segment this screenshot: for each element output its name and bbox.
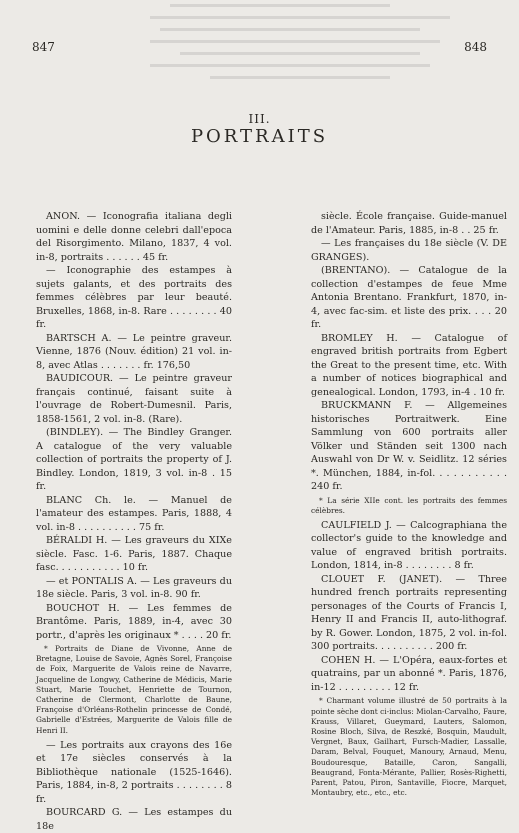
bibliography-entry: — et PONTALIS A. — Les graveurs du 18e siècle. Paris, 3 vol. in-8. 90 fr. xyxy=(36,575,232,600)
bibliography-entry: CAULFIELD J. — Calcographiana the collector's guide to the knowledge and value of engraved british portraits. London, 1814, in-8 . . . . . . . . 8 fr. xyxy=(311,519,507,572)
bibliography-entry: — Les portraits aux crayons des 16e et 17e siècles conservés à la Bibliothèque nationale (1525-1646). Paris, 1884, in-8, 2 portraits . . . . . . . . 8 fr. xyxy=(36,739,232,805)
bibliography-entry: COHEN H. — L'Opéra, eaux-fortes et quatrains, par un abonné *. Paris, 1876, in-12 . . . . . . . . . 12 fr. xyxy=(311,654,507,693)
footnote: * Charmant volume illustré de 50 portraits à la pointe sèche dont ci-inclus: Miolan-Carvalho, Faure, Krauss, Villaret, Gueymard, Lauters, Salomon, Rosine Bloch, Silva, de Reszké, Bosquin, Maudult, Vergnet, Baux, Gailhart, Fursch-Madier, Lassalle, Daram, Belval, Fouquet, Manoury, Arnaud, Menu, Boudouresque, Bataille, Caron, Sangalli, Beaugrand, Fonta-Mérante, Pallier, Rosès-Righetti, Parent, Patou, Piron, Santaville, Fiocre, Marquet, Montaubry, etc., etc., etc. xyxy=(311,696,507,798)
bibliography-entry: — Les françaises du 18e siècle (V. DE GRANGES). xyxy=(311,238,507,263)
section-number: III. xyxy=(248,112,271,126)
right-column xyxy=(311,210,507,801)
bibliography-entry: CLOUET F. (JANET). — Three hundred french portraits representing personages of the Courts of Francis I, Henry II and Francis II, auto-lithograf. by R. Gower. London, 1875, 2 vol. in-fol. 300 portraits. . . . . . . . . . 200 fr. xyxy=(311,573,507,653)
bibliography-entry: ANON. — Iconografia italiana degli uomini e delle donne celebri dall'epoca del Risorgimento. Milano, 1837, 4 vol. in-8, portraits . . . . . . 45 fr. xyxy=(36,211,232,263)
bibliography-entry: BRUCKMANN F. — Allgemeines historisches Portraitwerk. Eine Sammlung von 600 portraits aller Völker und Ständen seit 1300 nach Auswahl von Dr W. v. Seidlitz. 12 séries *. München, 1884, in-fol. . . . . . . . . . . 240 fr. xyxy=(311,400,507,492)
bibliography-entry: (BINDLEY). — The Bindley Granger. A catalogue of the very valuable collection of portraits the property of J. Bindley. London, 1819, 3 vol. in-8 . 15 fr. xyxy=(36,427,232,492)
footnote: * La série XIIe cont. les portraits des femmes célèbres. xyxy=(311,495,507,515)
bibliography-entry: — Iconographie des estampes à sujets galants, et des portraits des femmes célèbres par leur beauté. Bruxelles, 1868, in-8. Rare . . . . . . . . 40 fr. xyxy=(36,265,232,330)
bibliography-entry: BROMLEY H. — Catalogue of engraved british portraits from Egbert the Great to the present time, etc. With a number of notices biographical and genealogical. London, 1793, in-4 . 10 fr. xyxy=(311,332,507,398)
bibliography-entry: BARTSCH A. — Le peintre graveur. Vienne, 1876 (Nouv. édition) 21 vol. in-8, avec Atlas . . . . . . . fr. 176,50 xyxy=(36,332,232,371)
bibliography-entry: BÉRALDI H. — Les graveurs du XIXe siècle. Fasc. 1-6. Paris, 1887. Chaque fasc. . . . . . . . . . . 10 fr. xyxy=(36,535,232,573)
bibliography-entry: (BRENTANO). — Catalogue de la collection d'estampes de feue Mme Antonia Brentano. Frankfurt, 1870, in-4, avec fac-sim. et liste des prix. . . . 20 fr. xyxy=(311,265,507,330)
bibliography-entry: siècle. École française. Guide-manuel de l'Amateur. Paris, 1885, in-8 . . 25 fr. xyxy=(311,211,507,236)
section-title: PORTRAITS xyxy=(190,126,329,147)
bibliography-entry: BOUCHOT H. — Les femmes de Brantôme. Paris, 1889, in-4, avec 30 portr., d'après les originaux * . . . . 20 fr. xyxy=(36,602,232,641)
bleed-through-text xyxy=(150,0,450,90)
page-number-right: 848 xyxy=(464,40,487,54)
footnote: * Portraits de Diane de Vivonne, Anne de Bretagne, Louise de Savoie, Agnès Sorel, Françoise de Foix, Marguerite de Valois reine de Navarre, Jacqueline de Longwy, Catherine de Médicis, Marie Stuart, Marie Touchet, Henriette de Tournon, Catherine de Clermont, Charlotte de Baune, Françoise d'Orléans-Rothelin princesse de Condé, Gabrielle d'Estrées, Marguerite de Valois fille de Henri II. xyxy=(36,644,232,735)
left-column xyxy=(36,210,232,833)
bibliography-entry: BLANC Ch. le. — Manuel de l'amateur des estampes. Paris, 1888, 4 vol. in-8 . . . . . . . . . . 75 fr. xyxy=(36,494,232,533)
page-number-left: 847 xyxy=(32,40,55,54)
bibliography-entry: BOURCARD G. — Les estampes du 18e xyxy=(36,807,232,832)
bibliography-entry: BAUDICOUR. — Le peintre graveur français continué, faisant suite à l'ouvrage de Robert-Dumesnil. Paris, 1858-1561, 2 vol. in-8. (Rare). xyxy=(36,373,232,425)
